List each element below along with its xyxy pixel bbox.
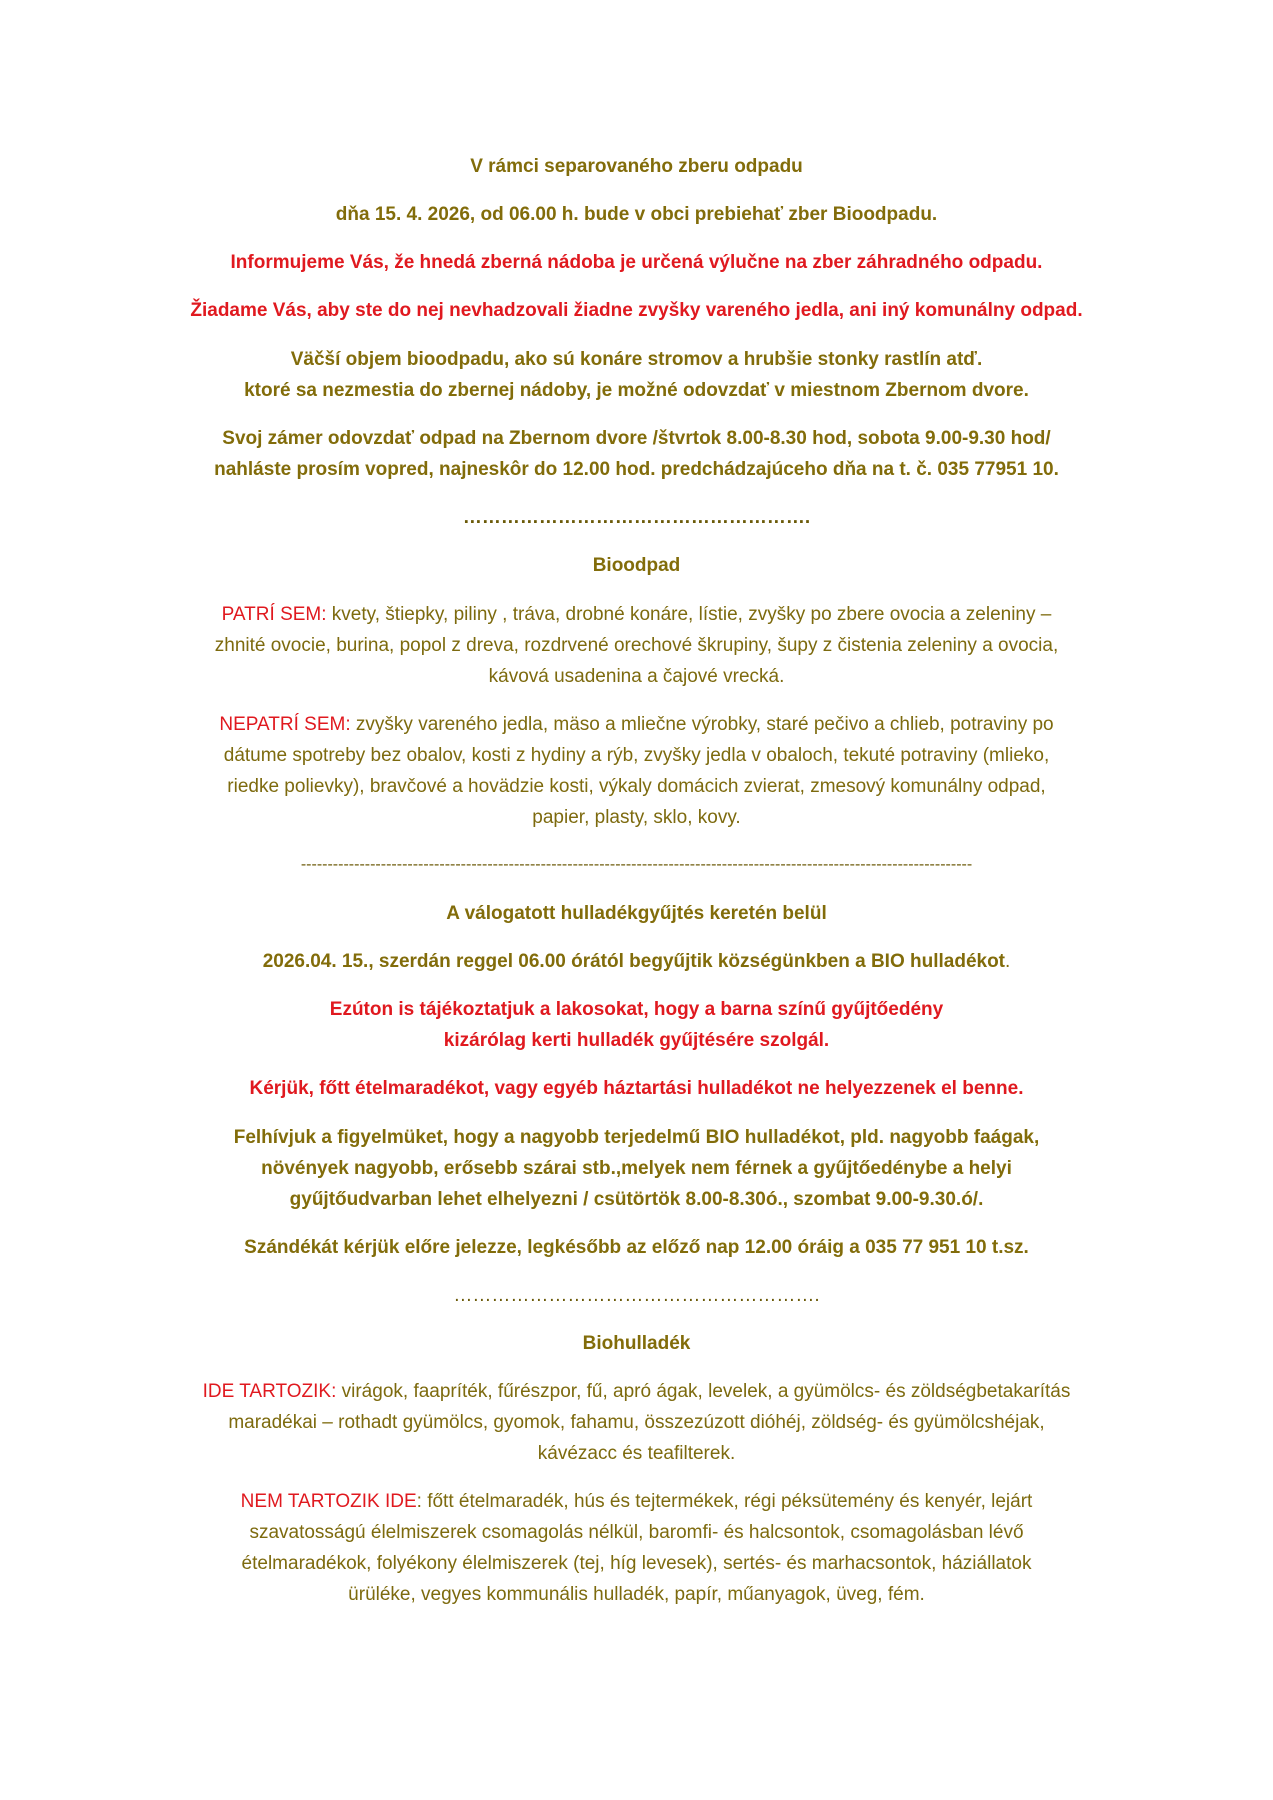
hu-date-period: . xyxy=(1005,951,1011,972)
hu-dots-separator: …………………………………………………. xyxy=(453,1285,820,1306)
hu-yes-label: IDE TARTOZIK: xyxy=(202,1381,337,1402)
hu-no-label: NEM TARTOZIK IDE xyxy=(240,1491,417,1512)
sk-yes-line-1 xyxy=(0,603,1273,627)
sk-larger-2: ktoré sa nezmestia do zbernej nádoby, je možné odovzdať v miestnom Zbernom dvore. xyxy=(244,380,1029,401)
hu-intent: Szándékát kérjük előre jelezze, legkésőbb az előző nap 12.00 óráig a 035 77 951 10 t.sz. xyxy=(244,1237,1029,1258)
hu-date-line xyxy=(0,950,1273,974)
section-divider: ------------------------------------------------------------------------------------------------------------------------------ xyxy=(300,856,973,873)
hu-no-text-1: : főtt ételmaradék, hús és tejtermékek, régi péksütemény és kenyér, lejárt xyxy=(416,1491,1033,1512)
sk-larger-1: Väčší objem bioodpadu, ako sú konáre stromov a hrubšie stonky rastlín atď. xyxy=(290,349,983,370)
hu-yes-line-1 xyxy=(0,1380,1273,1404)
hu-no-line-3: ételmaradékok, folyékony élelmiszerek (tej, híg levesek), sertés- és marhacsontok, háziállatok xyxy=(241,1553,1032,1574)
hu-larger-1: Felhívjuk a figyelmüket, hogy a nagyobb terjedelmű BIO hulladékot, pld. nagyobb faágak, xyxy=(233,1127,1040,1148)
sk-yes-line-3: kávová usadenina a čajové vrecká. xyxy=(488,666,785,687)
sk-no-line-2: dátume spotreby bez obalov, kosti z hydiny a rýb, zvyšky jedla v obaloch, tekuté potraviny (mlieko, xyxy=(223,745,1050,766)
sk-yes-line-2: zhnité ovocie, burina, popol z dreva, rozdrvené orechové škrupiny, šupy z čistenia zeleniny a ovocia, xyxy=(214,635,1059,656)
hu-date-text: 2026.04. 15., szerdán reggel 06.00 órától begyűjtik községünkben a BIO hulladékot xyxy=(262,951,1006,972)
hu-larger-2: növények nagyobb, erősebb szárai stb.,melyek nem férnek a gyűjtőedénybe a helyi xyxy=(261,1158,1012,1179)
hu-no-line-1 xyxy=(0,1490,1273,1514)
sk-no-line-4: papier, plasty, sklo, kovy. xyxy=(532,807,741,828)
sk-title: Bioodpad xyxy=(592,555,681,576)
hu-yes-text-1: virágok, faapríték, fűrészpor, fű, apró ágak, levelek, a gyümölcs- és zöldségbetakarítás xyxy=(336,1381,1071,1402)
hu-title: Biohulladék xyxy=(582,1333,691,1354)
hu-no-line-2: szavatosságú élelmiszerek csomagolás nélkül, baromfi- és halcsontok, csomagolásban lévő xyxy=(249,1522,1024,1543)
sk-date-line: dňa 15. 4. 2026, od 06.00 h. bude v obci prebiehať zber Bioodpadu. xyxy=(335,204,938,225)
sk-heading: V rámci separovaného zberu odpadu xyxy=(470,156,803,177)
sk-intent-1: Svoj zámer odovzdať odpad na Zbernom dvore /štvrtok 8.00-8.30 hod, sobota 9.00-9.30 hod/ xyxy=(222,428,1051,449)
hu-request: Kérjük, főtt ételmaradékot, vagy egyéb háztartási hulladékot ne helyezzenek el benne. xyxy=(249,1078,1024,1099)
sk-no-label: NEPATRÍ SEM: xyxy=(219,714,351,735)
sk-no-text-1: zvyšky vareného jedla, mäso a mliečne výrobky, staré pečivo a chlieb, potraviny po xyxy=(350,714,1054,735)
hu-no-line-4: ürüléke, vegyes kommunális hulladék, papír, műanyagok, üveg, fém. xyxy=(348,1584,925,1605)
hu-heading: A válogatott hulladékgyűjtés keretén belül xyxy=(446,903,827,924)
hu-yes-line-3: kávézacc és teafilterek. xyxy=(537,1443,736,1464)
sk-dots-separator: ………………………………………………. xyxy=(462,507,811,528)
sk-intent-2: nahláste prosím vopred, najneskôr do 12.00 hod. predchádzajúceho dňa na t. č. 035 77951 10. xyxy=(214,459,1059,480)
sk-inform: Informujeme Vás, že hnedá zberná nádoba je určená výlučne na zber záhradného odpadu. xyxy=(230,252,1043,273)
hu-yes-line-2: maradékai – rothadt gyümölcs, gyomok, fahamu, összezúzott dióhéj, zöldség- és gyümölcshéjak, xyxy=(228,1412,1045,1433)
sk-yes-label: PATRÍ SEM: xyxy=(221,604,327,625)
hu-inform-1: Ezúton is tájékoztatjuk a lakosokat, hogy a barna színű gyűjtőedény xyxy=(329,999,944,1020)
hu-inform-2: kizárólag kerti hulladék gyűjtésére szolgál. xyxy=(443,1030,830,1051)
sk-no-line-1 xyxy=(0,713,1273,737)
sk-yes-text-1: kvety, štiepky, piliny , tráva, drobné konáre, lístie, zvyšky po zbere ovocia a zeleniny – xyxy=(326,604,1052,625)
sk-no-line-3: riedke polievky), bravčové a hovädzie kosti, výkaly domácich zvierat, zmesový komunálny odpad, xyxy=(227,776,1046,797)
sk-request: Žiadame Vás, aby ste do nej nevhadzovali žiadne zvyšky vareného jedla, ani iný komunálny odpad. xyxy=(190,300,1083,321)
hu-larger-3: gyűjtőudvarban lehet elhelyezni / csütörtök 8.00-8.30ó., szombat 9.00-9.30.ó/. xyxy=(289,1189,984,1210)
